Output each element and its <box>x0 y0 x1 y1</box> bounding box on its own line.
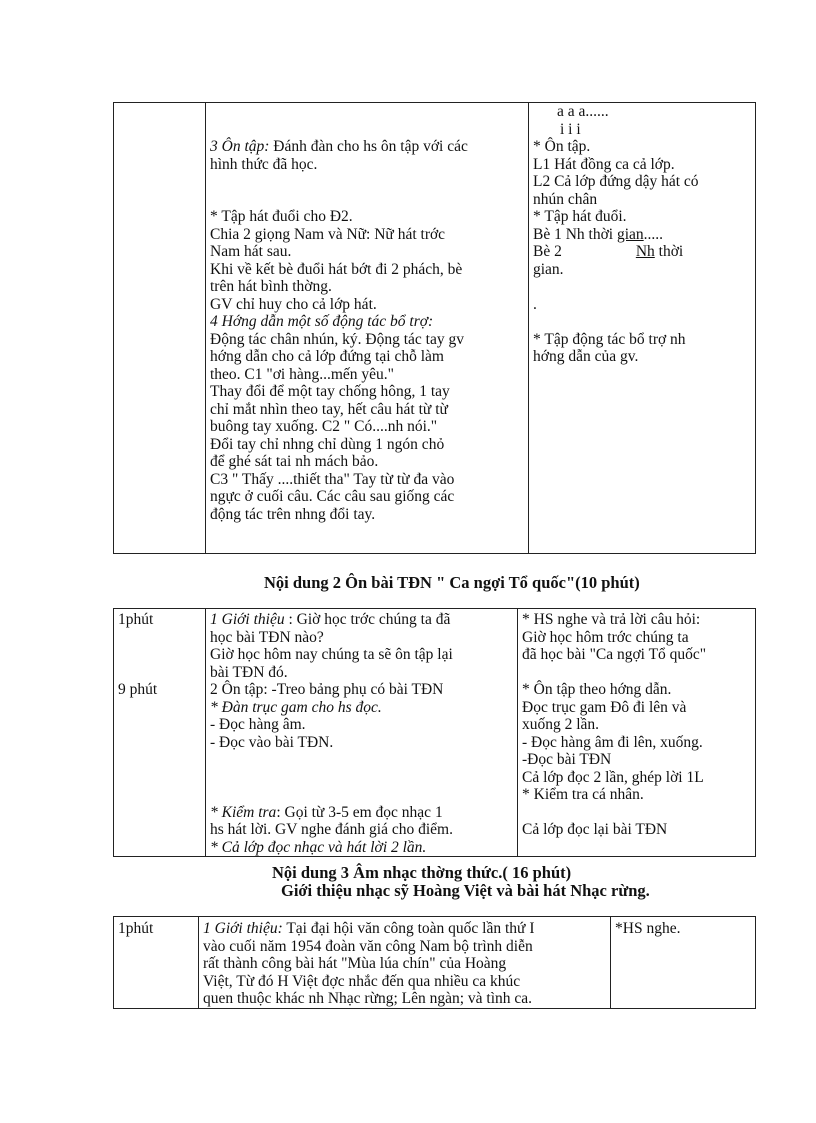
intro-text: : Giờ học trớc chúng ta đã <box>284 611 451 628</box>
activity-table-1 <box>113 102 756 554</box>
text-line: Nam hát sau. <box>210 243 292 260</box>
italic-line: * Cả lớp đọc nhạc và hát lời 2 lần. <box>210 838 427 856</box>
text-line: * Tập hát đuổi. <box>533 208 627 225</box>
time-cell <box>114 103 206 554</box>
review-label: 3 Ôn tập: <box>210 138 270 155</box>
text-line: Chia 2 giọng Nam và Nữ: Nữ hát trớc <box>210 225 446 243</box>
text-line: *HS nghe. <box>615 920 681 937</box>
text-line: L1 Hát đồng ca cả lớp. <box>533 155 675 173</box>
text-line: * HS nghe và trả lời câu hỏi: <box>522 611 701 628</box>
text-line: 2 Ôn tập: -Treo bảng phụ có bài TĐN <box>210 681 444 698</box>
check-label: * Kiểm tra <box>210 803 277 821</box>
review-text: Đánh đàn cho hs ôn tập với các <box>269 138 468 155</box>
text-line: gian. <box>533 260 564 278</box>
text-line: bài TĐN đó. <box>210 663 288 681</box>
text-line: ngực ở cuối câu. Các câu sau giống các <box>210 488 455 505</box>
text-line: Khi về kết bè đuổi hát bớt đi 2 phách, bè <box>210 260 463 278</box>
teacher-activity-cell <box>206 103 529 554</box>
text-line: học bài TĐN nào? <box>210 628 324 646</box>
italic-line: * Đàn trục gam cho hs đọc. <box>210 698 382 716</box>
solfege-notes: i i i <box>560 120 581 138</box>
teacher-activity-cell <box>206 609 518 857</box>
time-value: 9 phút <box>118 681 158 698</box>
text-line: * Tập hát đuổi cho Đ2. <box>210 208 353 225</box>
dot-mark: . <box>533 295 537 313</box>
text-line: Giờ học hôm nay chúng ta sẽ ôn tập lại <box>210 646 453 663</box>
intro-label: 1 Giới thiệu: <box>203 920 283 937</box>
section-heading: Nội dung 2 Ôn bài TĐN " Ca ngợi Tổ quốc"(10 phút) <box>264 573 640 592</box>
text-line: -Đọc bài TĐN <box>522 751 612 768</box>
text-line: vào cuối năm 1954 đoàn văn công Nam bộ trình diễn <box>203 937 533 955</box>
student-activity-cell <box>518 609 756 857</box>
text-line: L2 Cả lớp đứng dậy hát có <box>533 173 699 190</box>
be1-prefix: Bè 1 Nh thời <box>533 225 617 243</box>
text-line: Giờ học hôm trớc chúng ta <box>522 628 689 646</box>
text-line: rất thành công bài hát "Mùa lúa chín" của Hoàng <box>203 955 507 972</box>
text-line: Đổi tay chỉ nhng chỉ dùng 1 ngón chỏ <box>210 435 445 453</box>
text-line: Thay đổi để một tay chống hông, 1 tay <box>210 383 450 400</box>
text-line: * Ôn tập theo hớng dẫn. <box>522 681 672 698</box>
text-line: Việt, Từ đó H Việt đợc nhắc đến qua nhiều ca khúc <box>203 972 521 990</box>
text-line: theo. C1 "ơi hàng...mến yêu." <box>210 365 395 383</box>
text-line: - Đọc hàng âm đi lên, xuống. <box>522 733 703 751</box>
student-activity-cell <box>611 917 756 1009</box>
text-line: - Đọc vào bài TĐN. <box>210 733 334 751</box>
section-subheading: Giới thiệu nhạc sỹ Hoàng Việt và bài hát Nhạc rừng. <box>281 881 650 900</box>
text-line: Cả lớp đọc lại bài TĐN <box>522 821 668 838</box>
text-line: xuống 2 lần. <box>522 716 600 733</box>
text-line: Động tác chân nhún, ký. Động tác tay gv <box>210 330 464 348</box>
text-line: - Đọc hàng âm. <box>210 716 306 733</box>
review-line: hình thức đã học. <box>210 155 318 173</box>
be1-underlined: gian <box>616 225 644 243</box>
activity-table-3 <box>113 916 756 1009</box>
solfege-notes: a a a...... <box>557 103 609 120</box>
text-line: * Tập động tác bổ trợ nh <box>533 330 686 348</box>
time-value: 1phút <box>118 920 154 937</box>
intro-text: Tại đại hội văn công toàn quốc lần thứ I <box>282 920 535 937</box>
text-line: trên hát bình thờng. <box>210 278 332 295</box>
text-line: hớng dẫn của gv. <box>533 348 639 365</box>
text-line: nhún chân <box>533 190 598 208</box>
time-value: 1phút <box>118 611 154 628</box>
text-line: động tác trên nhng đổi tay. <box>210 505 376 523</box>
text-line: GV chỉ huy cho cả lớp hát. <box>210 295 377 313</box>
time-cell <box>114 609 206 857</box>
teacher-activity-cell <box>199 917 611 1009</box>
student-activity-cell <box>529 103 756 554</box>
text-line: quen thuộc khác nh Nhạc rừng; Lên ngàn; và tình ca. <box>203 990 533 1007</box>
text-line: hớng dẫn cho cả lớp đứng tại chỗ làm <box>210 348 444 365</box>
check-text: : Gọi từ 3-5 em đọc nhạc 1 <box>276 803 443 821</box>
text-line: * Kiểm tra cá nhân. <box>522 786 644 803</box>
text-line: hs hát lời. GV nghe đánh giá cho điểm. <box>210 821 453 838</box>
text-line: để ghé sát tai nh mách bảo. <box>210 453 379 470</box>
be2-prefix: Bè 2 <box>533 243 562 260</box>
section-heading: Nội dung 3 Âm nhạc thờng thức.( 16 phút) <box>272 863 572 882</box>
time-cell <box>114 917 199 1009</box>
text-line: đã học bài "Ca ngợi Tổ quốc" <box>522 646 707 663</box>
be2-underlined: Nh <box>635 243 655 260</box>
activity-table-2 <box>113 608 756 857</box>
text-line: C3 " Thấy ....thiết tha" Tay từ từ đa vào <box>210 470 455 488</box>
text-line: chỉ mắt nhìn theo tay, hết câu hát từ từ <box>210 400 448 418</box>
text-line: Cả lớp đọc 2 lần, ghép lời 1L <box>522 768 704 786</box>
be2-suffix: thời <box>654 243 684 260</box>
text-line: Đọc trục gam Đô đi lên và <box>522 698 687 716</box>
text-line: buông tay xuống. C2 " Có....nh nói." <box>210 418 438 435</box>
intro-label: 1 Giới thiệu <box>210 611 285 628</box>
guide-heading: 4 Hớng dẫn một số động tác bổ trợ: <box>210 313 434 330</box>
text-line: * Ôn tập. <box>533 138 591 155</box>
be1-suffix: ..... <box>643 225 664 243</box>
